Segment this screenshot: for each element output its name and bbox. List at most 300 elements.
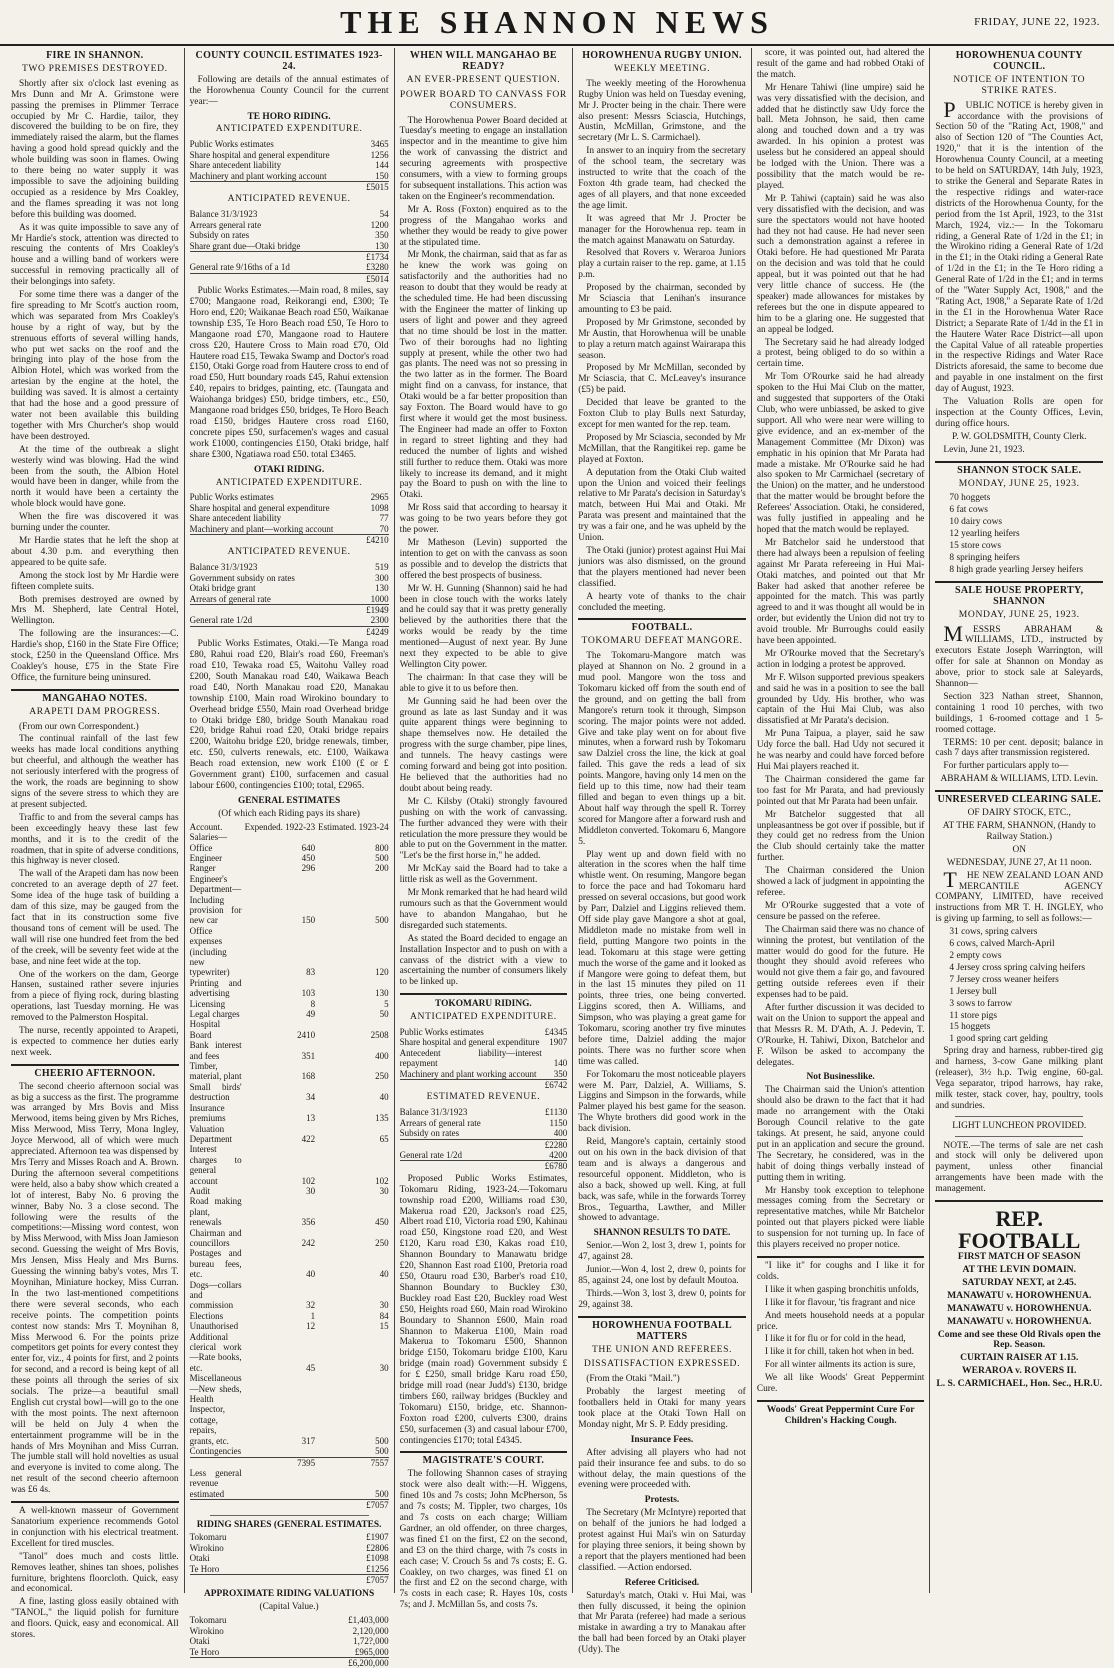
house-sale-particulars: For further particulars apply to— (943, 761, 1069, 772)
table-row (190, 863, 389, 873)
table-cell: Share hospital and general expenditure (399, 1037, 540, 1048)
football-matters-continued (757, 48, 925, 1068)
table-cell: 296 (301, 863, 316, 874)
table-cell: 65 (379, 1133, 389, 1144)
paragraph: Mr O'Rourke moved that the Secretary's action in lodging a protest be approved. (756, 648, 925, 670)
table-cell: 2300 (370, 615, 389, 626)
clearing-sale-list (935, 927, 1103, 1045)
table-row (190, 978, 389, 999)
tehoro-works-text: Public Works Estimates.—Main road, 8 miles, say £700; Mangaone road, Reikorangi end, £300; Te Horo end, £20; Waikanae Beach road £50, Waikanae township £35, Te Horo Beach road £50, Te Horo to Mangaone road £70, Mangaone road to Hautere cross £20, Hautere Cross to Main road £70, Old Hautere road £15, Tewaka Swamp and Doctor's road £150, Otaki Gorge road from Hautere cross to end of road £50, Hutt boundary roads £45, Rahui extension £40, repairs to bridges, painting, etc. (Taungata and Waiohanga bridges) £50, bridge timbers, etc., £50, Mangaone road bridges £50, bridges, Te Horo Beach road £150, bridges Hautere cross road £160, concrete pipes £50, surfacemen's wages and casual work £1000, contingencies £150, Otaki bridge, half share £300, Ngatiawa road £50. total £3465. (189, 286, 389, 460)
table-cell: 250 (375, 1237, 389, 1248)
table-cell: £6742 (542, 1080, 568, 1091)
paragraph: MANAWATU v. HOROWHENUA. (947, 1302, 1092, 1314)
divider (935, 1200, 1103, 1202)
table-cell: 84 (379, 1310, 389, 1321)
table-cell: 32 (306, 1300, 316, 1311)
table-cell (400, 1080, 542, 1091)
table-cell: 300 (375, 572, 389, 583)
divider (757, 1256, 925, 1258)
otaki-works-text: Public Works Estimates, Otaki.—Te Manga road £80, Rahui road £20, Blair's road £60, Freeman's road £10, Tewaka road £5, Waitohu Valley road £200, South Manakau road £40, Waikawa Beach road £40, North Manakau road £20, Manakau township £100, Main road Wirokino boundary to Overhead bridge £550, Main road Overhead bridge to Otaki bridge £80, bridge South Manakau road £20, bridge Rahui road £20, Otaki bridge repairs £200, Waitohu bridge £20, bridge renewals, timber, etc. £50, culverts renewals, etc. £100, Waikawa Beach road extension, new work £100 (£ or £ Government grant) £100, surfacemen and casual labour £600, contingencies £100; total, £2965. (189, 639, 389, 791)
shannon-results-heading: SHANNON RESULTS TO DATE. (593, 1228, 731, 1239)
table-cell: Timber, material, plant (189, 1061, 242, 1082)
not-businesslike-heading: Not Businesslike. (806, 1072, 875, 1083)
table-row (400, 1037, 568, 1047)
paragraph: AT THE LEVIN DOMAIN. (962, 1264, 1076, 1275)
paragraph: 6 fat cows (949, 505, 988, 516)
paragraph: Mr F. Wilson supported previous speakers and said he was in a position to see the ball grounded by Udy. His brother, who was captain of the Hui Mai Club, was also dissatisfied at Mr Parata's decision. (756, 672, 925, 727)
paragraph: Mr Hardie states that he left the shop at about 4.30 p.m. and everything then appeared to be quite safe. (11, 535, 179, 568)
table-cell: Arrears of general rate (189, 593, 271, 604)
table-row (190, 1196, 389, 1227)
table-cell (190, 535, 359, 546)
tehoro-rev-heading: ANTICIPATED REVENUE. (227, 193, 351, 205)
paragraph: 6 cows, calved March-April (949, 939, 1055, 950)
table-cell: General rate 1/2d (399, 1150, 463, 1160)
divider (400, 993, 568, 995)
table-cell: Wirokino (189, 1542, 224, 1553)
table-cell: Postages and bureau fees, etc. (189, 1248, 242, 1280)
table-row (190, 1019, 389, 1040)
table-cell: 1 (310, 1310, 316, 1321)
table-cell: 130 (375, 988, 389, 999)
table-row (190, 1124, 389, 1145)
table-cell: Tokomaru (189, 1532, 227, 1543)
paragraph: I like it when gasping bronchitis unfolds, (764, 1284, 919, 1295)
table-cell: Otaki (189, 1636, 210, 1647)
table-cell: 15 (379, 1321, 389, 1332)
table-cell: Additional clerical work—Rate books, etc. (189, 1331, 242, 1373)
estimates-headline: COUNTY COUNCIL ESTIMATES 1923-24. (195, 50, 383, 72)
paragraph: The Chairman considered the Union showed a lack of judgment in appointing the referee. (756, 866, 925, 898)
table-row (190, 626, 389, 637)
table-cell: 2,120,000 (352, 1625, 389, 1636)
table-row (190, 273, 389, 284)
paragraph: The nurse, recently appointed to Arapeti, is expected to commence her duties early next week. (11, 1026, 179, 1058)
paragraph: 15 store cows (949, 541, 1001, 552)
table-cell: £1098 (366, 1553, 389, 1564)
table-cell: £7057 (315, 1500, 389, 1511)
paragraph: MANAWATU v. HOROWHENUA. (947, 1289, 1092, 1301)
table-cell: £1256 (366, 1563, 389, 1574)
football-subhead: TOKOMARU DEFEAT MANGORE. (581, 635, 743, 647)
table-cell: 30 (379, 1362, 389, 1373)
paragraph: Shortly after six o'clock last evening as Mrs Dunn and Mr A. Grimstone were passing the premises in Plimmer Terrace occupied by Mr C. Hardie, tailor, they discovered the building to be on fire, they immediately raised the alarm, but the flames having a good hold spread quickly and the whole building was soon in flames. Owing to there being no water supply it was impossible to save the adjoining building occupied as a residence by Mrs Coakley, and the flames spreading it was not long before this building was doomed. (11, 78, 179, 220)
table-row (400, 1048, 568, 1069)
paragraph: It was agreed that Mr J. Procter be manager for the Horowhenua rep. team in the match against Manawatu on Saturday. (578, 213, 746, 246)
table-cell: Balance 31/3/1923 (189, 209, 258, 220)
paragraph: Mr P. Tahiwi (captain) said he was also very dissatisfied with the decision, and was sure the spectators would not have hooted had they not had cause. He had never seen such a demonstration against a referee in Otaki before. He had questioned Mr Parata on the decision and was told that he could appeal, but it was pointed out that he had very little chance of success. He (the speaker) made allowances for mistakes by referees but the one in dispute appeared to him to be a glaring one. He suggested that an appeal be lodged. (756, 193, 925, 335)
table-row (190, 251, 389, 262)
table-cell: Hospital Board (189, 1019, 221, 1040)
mangahao-notes-headline: MANGAHAO NOTES. (42, 692, 148, 704)
divider (935, 790, 1103, 792)
paragraph: CURTAIN RAISER AT 1.15. (960, 1352, 1079, 1364)
table-cell: Share hospital and general expenditure (189, 149, 330, 160)
table-cell: 168 (301, 1071, 316, 1082)
table-row (400, 1161, 568, 1172)
table-cell: £1130 (545, 1107, 568, 1118)
table-row (190, 1553, 389, 1563)
masthead (0, 0, 1114, 46)
table-cell: 1098 (370, 502, 389, 513)
table-cell: 30 (379, 1300, 389, 1311)
table-cell: £3280 (366, 262, 389, 273)
peppermint-ad: Woods' Great Peppermint Cure For Children's Hacking Cough. (766, 1403, 915, 1426)
table-row (400, 1107, 568, 1117)
shannon-results (578, 1241, 746, 1310)
table-cell: 2965 (370, 492, 389, 503)
paragraph: A well-known masseur of Government Sanatorium experience recommends Gotol in conjunction with his electrical treatment. Excellent for tired muscles. (11, 1506, 179, 1549)
table-cell: £965,000 (354, 1646, 389, 1657)
table-cell: Contingencies (189, 1446, 242, 1457)
table-cell (190, 1457, 242, 1468)
paragraph: 15 hoggets (949, 1022, 991, 1033)
table-row (190, 220, 389, 230)
table-cell: £6,200,000 (281, 1657, 389, 1668)
paragraph: 1 good spring cart gelding (949, 1034, 1048, 1045)
table-cell: £5015 (358, 181, 389, 192)
table-cell (242, 1446, 315, 1457)
paragraph: Proposed by the chairman, seconded by Mr Sciascia that Lenihan's insurance amounting to £3 be paid. (578, 283, 746, 315)
table-cell (190, 1657, 281, 1668)
table-cell: Balance 31/3/1923 (189, 562, 258, 573)
table-row (190, 1082, 389, 1103)
paragraph: The Chairman said the Union's attention should also be drawn to the fact that it had made no arrangement with the Otaki Borough Council relative to the gate takings. At present, he said, anyone could put in an application and secure the ground. The Secretary, he considered, was in the habit of doing things verbally instead of putting them in writing. (756, 1085, 925, 1183)
valuations-table (190, 1615, 389, 1668)
column-1 (6, 48, 185, 1641)
table-cell: Arrears general rate (189, 219, 262, 230)
issue-date: FRIDAY, JUNE 22, 1923. (974, 16, 1100, 28)
paragraph: score, it was pointed out, had altered the result of the game and had robbed Otaki of the match. (756, 48, 925, 80)
paragraph: WERAROA v. ROVERS II. (962, 1365, 1077, 1377)
divider (400, 1451, 568, 1453)
table-row (190, 230, 389, 240)
table-cell: 130 (375, 240, 389, 251)
table-row (400, 1150, 568, 1161)
table-row (190, 524, 389, 535)
table-cell: Machinery and plant working account (189, 170, 327, 181)
notice-date: Levin, June 21, 1923. (943, 444, 1025, 455)
table-cell: 500 (375, 852, 389, 863)
table-cell: 5 (384, 998, 389, 1009)
table-cell (400, 1161, 528, 1172)
table-row (190, 160, 389, 170)
paragraph: Reid, Mangore's captain, certainly stood out on his own in the back division of that team and is always a dangerous and resourceful opponent. Middleton, who is also a back, showed up well. King, at full back, was safe, while in the forwards Torrey Bros., Teguartha, Lawther, and Miller showed to advantage. (578, 1137, 746, 1224)
paragraph: Mr Henare Tahiwi (line umpire) said he was very dissatisfied with the decision, and added that he distinctly saw Udy force the ball. Meta Johnson, he said, then came along and touched down and a try was awarded. In his opinion a protest was useless but he considered an appeal should be lodged with the Union. There was a possibility that the match would be re-played. (756, 82, 925, 191)
table-row (400, 1139, 568, 1150)
table-row (190, 853, 389, 863)
table-row (190, 1332, 389, 1374)
table-cell (190, 273, 352, 284)
column-6 (930, 48, 1108, 1593)
table-cell: 49 (306, 1009, 316, 1020)
paragraph: Mr Puna Taipua, a player, said he saw Udy force the ball. Had Udy not secured it he was nearby and could have forced before Hui Mai players reached it. (756, 729, 925, 772)
table-cell: Chairman and councillors (189, 1227, 242, 1248)
paragraph: Mr Hansby took exception to telephone messages coming from the Secretary or representative matches, while Mr Batchelor pointed out that players picked were liable to suspension for not turning up. In face of this players received no proper notice. (756, 1185, 925, 1251)
insurance-fees-text: After advising all players who had not paid their insurance fee and subs. to do so without delay, the main questions of the evening were proceeded with. (578, 1447, 746, 1491)
insurance-fees-heading: Insurance Fees. (630, 1434, 694, 1445)
county-council-subhead: NOTICE OF INTENTION TO STRIKE RATES. (953, 73, 1086, 96)
table-row (190, 1446, 389, 1457)
paragraph: Decided that leave be granted to the Foxton Club to play Bulls next Saturday, except for men wanted for the rep. team. (578, 398, 746, 430)
table-cell: 70 (379, 523, 389, 534)
table-cell: £6780 (527, 1161, 567, 1172)
table-cell: 422 (301, 1133, 316, 1144)
valuations-sub: (Capital Value.) (259, 1602, 319, 1613)
table-cell: 351 (301, 1050, 316, 1061)
football-headline: FOOTBALL. (631, 622, 693, 634)
divider (11, 1064, 179, 1066)
fire-article (11, 79, 179, 684)
table-cell: Engineer's Department—Including provision for new car (189, 873, 242, 926)
table-cell: Wirokino (189, 1625, 224, 1636)
table-cell: £1734 (351, 251, 388, 262)
paragraph: 70 hoggets (949, 493, 991, 504)
divider (955, 1116, 1083, 1117)
paragraph: The second cheerio afternoon social was as big a success as the first. The programme was arranged by Mrs Bovis and Miss Merwood, items being given by Mrs Riches, Miss Merwood, Miss Terry, Mona Ingley, Joyce Merwood, all of which were much appreciated. Afternoon tea was dispensed by Mrs Terry and Misses Roach and A. Brown. During the afternoon several competitions were held, also a baby show which created a lot of interest, Baby No. 6 proving the winner, Baby No. 3 a close second. The following were the results of the competitions:—Missing word contest, won by Miss Merwood, with Miss Joan Jamieson second. Guessing the weight of Mrs Bovis, Mrs Jensen, Miss Healy and Mrs Burns. Guessing the winning baby's votes, Mrs T. Moynihan, Miniature hockey, Miss Curran. In the two last-mentioned competitions there were several seconds, who each receive points. The competition points contest now stands: Mrs T. Moynihan 8, Miss Merwood 6. For the points prize competitors get points for every contest they enter for, viz., 4 points for first, and 2 points for second, and a record is being kept of all these points all through the series of six socials. The prize—a beautiful small English cut crystal bowl—will go to the one with the most points. The next afternoon will be held on July 4 when the entertainment programme will be in the hands of Mrs Moynihan and Miss Curran. The jumble stall will hold novelties as usual and everyone is invited to come along. The net result of the second cheerio afternoon was £6 4s. (11, 1081, 179, 1496)
table-row (190, 1626, 389, 1636)
table-row (190, 583, 389, 593)
table-cell: 1256 (370, 149, 389, 160)
referee-criticised-text: Saturday's match, Otaki v. Hui Mai, was then fully discussed, it being the opinion that Mr Parata (referee) had made a serious mistake in awarding a try to Manakau after the ball had been forced by an Otaki player (Udy). The (578, 1590, 746, 1656)
divider (955, 1136, 1083, 1137)
table-header-row (190, 822, 389, 832)
tehoro-revenue-table (190, 209, 389, 284)
paragraph: For some time there was a danger of the fire spreading to Mr Scott's auction room, which was separated from Mrs Coakley's house by a right of way, but by the strenuous efforts of several willing hands, who put wet sacks on the roof and the bringing into play of the hose from the Albion Hotel, which was worked from the artesian by the engine at the hotel, the building was saved. It is almost a certainty that had the hose and a good pressure of water not been available this building together with Mrs Churcher's shop would have been destroyed. (11, 290, 179, 442)
table-cell: Te Horo (189, 1563, 220, 1574)
football-matters-subhead-2: DISSATISFACTION EXPRESSED. (583, 1358, 741, 1370)
table-cell: Government subsidy on rates (189, 572, 295, 583)
paragraph: I like it for flu or for cold in the head, (764, 1334, 906, 1345)
table-row (190, 1532, 389, 1542)
paragraph: Proposed by Mr McMillan, seconded by Mr Sciascia, that C. McLeavey's insurance (£5) be paid. (578, 363, 746, 396)
valuation-rolls-text: The Valuation Rolls are open for inspection at the County Offices, Levin, during office hours. (935, 397, 1104, 429)
paragraph: At the time of the outbreak a slight westerly wind was blowing. Had the wind been from the south, the Albion Hotel would have been in danger, while from the north it would have been a certainty the whole block would have gone. (11, 444, 179, 510)
table-row (400, 1069, 568, 1080)
table-row (400, 1027, 568, 1037)
table-cell: 34 (306, 1092, 316, 1103)
table-row (190, 594, 389, 605)
table-cell: 40 (379, 1269, 389, 1280)
table-row (190, 1061, 389, 1082)
cheerio-article (11, 1082, 179, 1496)
table-cell: Public Works estimates (399, 1027, 484, 1038)
table-cell: 500 (375, 1435, 389, 1446)
table-row (190, 209, 389, 219)
clearing-sale-more: Spring dray and harness, rubber-tired gig and harness, 3-cow Gane milking plant (releaser), 3½ h.p. Twig engine, 60-gal. Vega separator, tripod harrows, hay rake, milk tester, stack cover, hay, poultry, tools and sundries. (935, 1046, 1104, 1111)
table-cell: 40 (379, 1092, 389, 1103)
table-cell: 130 (375, 583, 389, 594)
table-row (190, 241, 389, 252)
stock-sale-headline: SHANNON STOCK SALE. (957, 464, 1082, 476)
table-cell: Te Horo (189, 1646, 220, 1657)
table-cell: Bank interest and fees (189, 1040, 242, 1061)
paragraph: Mr McKay said the Board had to take a little risk as well as the Government. (399, 864, 568, 886)
table-row (400, 1118, 568, 1128)
otaki-exp-heading: ANTICIPATED EXPENDITURE. (215, 476, 363, 488)
table-row (190, 1103, 389, 1124)
table-cell: General rate 9/16ths of a 1d (189, 262, 290, 273)
table-cell: 350 (553, 1068, 568, 1079)
table-cell: 7557 (315, 1457, 389, 1468)
paragraph: 31 cows, spring calvers (949, 927, 1038, 938)
table-cell (242, 832, 315, 842)
paragraph: One of the workers on the dam, George Hansen, sustained rather severe injuries from a piece of flying rock, during blasting operations, last Tuesday morning. He was removed to the Palmerston Hospital. (11, 969, 179, 1024)
table-cell: 135 (375, 1113, 389, 1124)
table-cell: 103 (301, 988, 316, 999)
paragraph: We all like Woods' Great Peppermint Cure. (756, 1373, 925, 1395)
paragraph: Mr Monk, the chairman, said that as far as he knew the work was going on satisfactorily and the authorities had no reason to doubt that they would be ready at the scheduled time. He had been discussing with the Engineer the matter of linking up users of light and power and they agreed that no time should be lost in the matter. Two of their boroughs had no lighting supply at present, while the other two had gas plants. The need was not so pressing in the two latter as in the former. The Board might find on a canvass, for instance, that Otaki would be a far better proposition than say Foxton. The Board would have to go first where it would get the most business. The Engineer had made an offer to Foxton in regard to street lighting and they had reduced the number of lights and wished still further to reduce them. Otaki was more likely to increase its demand, and it might pay the Board to push on with the line to Otaki. (399, 250, 568, 501)
paragraph: "I like it" for coughs and I like it for colds. (756, 1260, 925, 1282)
table-cell: 400 (553, 1128, 568, 1139)
paragraph: Mr A. Ross (Foxton) enquired as to the progress of the Mangahao works and whether they would be ready to give power at the stipulated time. (399, 204, 568, 248)
table-cell: Salaries— (189, 832, 228, 843)
table-header-cell: Account. (189, 821, 223, 832)
table-cell (190, 1575, 308, 1586)
magistrates-court-headline: MAGISTRATE'S COURT. (422, 1455, 545, 1467)
tehoro-exp-heading: ANTICIPATED EXPENDITURE. (215, 123, 363, 135)
paragraph: Mr Monk remarked that he had heard wild rumours such as that the Government would have to abandon Mangahao, but he disregarded such statements. (399, 888, 568, 931)
stock-sale-date: MONDAY, JUNE 25, 1923. (958, 477, 1080, 489)
mangahao-ready-subhead: AN EVER-PRESENT QUESTION. (406, 73, 561, 85)
paragraph: For Tokomaru the most noticeable players were M. Parr, Dalziel, A. Williams, S. Liggins and Simpson in the forwards, while Palmer played his best game for the season. The Whyte brothers did good work in the back division. (578, 1069, 746, 1135)
table-cell: Share antecedent liability (189, 513, 282, 524)
fire-headline: FIRE IN SHANNON. (46, 50, 144, 61)
table-cell (190, 626, 350, 637)
paragraph: The Otaki (junior) protest against Hui Mai juniors was also dismissed, on the ground that the players mentioned had never been classified. (578, 545, 746, 589)
paragraph: "Tanol" does much and costs little. Removes leather, shines tan shoes, polishes furniture, brightens floorcloth. Quick, easy and economical. (11, 1551, 179, 1595)
table-row (190, 492, 389, 502)
paragraph: Proposed by Mr Grimstone, seconded by Mr Austin, that Horowhenua will be unable to play a return match against Wairarapa this season. (578, 317, 746, 361)
column-2 (185, 48, 395, 1668)
tokomaru-works-text: Proposed Public Works Estimates, Tokomaru Riding, 1923-24.—Tokomaru township road £200, Williams road £30, Makerua road £20, Jackson's road £25, Albert road £10, Victoria road £90, Kahinau road £50, Kingstone road £20, and West £120, Karu road £30, Kakas road £10, Shannon Boundary to Manawatu bridge £20, Shannon East road £100, Pretoria road £50, Otauru road £30, Barber's road £10, Shannon Boundary to Buckley £30, Buckley road East £20, Buckley road West £50, Heights road £60, Main road Wirokino Boundary to Shannon £600, Main road Shannon to Makerua £100, Main road Makerua to Tokomaru £500, Shannon bridge £150, Tokomaru bridge £100, Karu bridge (main road) Government subsidy £ for £ £250, small bridge Karu road £50, bridge mill road (near Judd's) £130, bridge timbers £60, railway bridges (Buckley and Tokomaru) £150, bridge, etc. Shannon-Foxton road £200, culverts £300, drains £50, surfacemen (3) and casual labour £700, contingencies £170; total £4345. (399, 1173, 568, 1446)
table-cell: Valuation Department (189, 1123, 233, 1144)
paragraph: And meets household needs at a popular price. (756, 1310, 925, 1332)
table-cell: Dogs—collars and commission (189, 1279, 242, 1311)
table-row (190, 150, 389, 160)
table-cell: 8 (310, 998, 316, 1009)
general-estimates-table (190, 822, 389, 1511)
clearing-sale-on: ON (1012, 844, 1026, 855)
table-row (190, 139, 389, 149)
divider (11, 689, 179, 691)
mangahao-notes-article (11, 722, 179, 1059)
paragraph: In answer to an inquiry from the secretary of the school team, the secretary was instructed to write that the coach of the Foxton 4th grade team, had checked the ages of all players, and that none exceeded the age limit. (578, 146, 746, 211)
table-cell: Arrears of general rate (399, 1117, 481, 1128)
paragraph: 11 store pigs (949, 1010, 997, 1021)
table-cell: 2410 (297, 1029, 316, 1040)
table-cell: 77 (379, 513, 389, 524)
table-cell: Tokomaru (189, 1615, 227, 1626)
page-columns (6, 48, 1108, 1668)
table-row (190, 926, 389, 978)
table-cell: Elections (189, 1310, 224, 1321)
paragraph: The wall of the Arapeti dam has now been concreted to an average depth of 27 feet. Some idea of the huge task of building a dam of this size, may be gauged from the fact that in its construction some five thousand tons of cement will be used. The wall will rise one hundred feet from the bed of the creek, will be seventy feet wide at the base, and nine feet wide at the top. (11, 869, 179, 967)
table-cell: Ranger (189, 863, 216, 874)
otaki-expenditure-table (190, 492, 389, 545)
protests-text: The Secretary (Mr McIntyre) reported that on behalf of the juniors he had lodged a protest against Hui Mai's win on Saturday for playing three seniors, it being shown by a report that the players mentioned had been classified. —Action endorsed. (578, 1508, 746, 1573)
rugby-union-headline: HOROWHENUA RUGBY UNION. (582, 50, 742, 61)
divider (935, 581, 1103, 583)
table-cell: 1150 (549, 1117, 568, 1128)
table-cell: 1200 (370, 219, 389, 230)
paragraph: Mr W. H. Gunning (Shannon) said he had been in close touch with the works lately and he could say that it was pretty generally believed by the authorities there that the works would be ready by the time mentioned—August of next year. By June next they expected to be able to give Wellington City power. (399, 583, 568, 670)
paragraph: Play went up and down field with no alteration in the scores when the half time whistle went. On resuming, Mangore began to force the pace and had Tokomaru hard pressed on several occasions, but good work by Parr, Dalziel and Liggins relieved them. Off side play gave Mangore a shot at goal, Middleton made no mistake from well in field, putting Mangore two points in the lead. Tokomaru at this stage were getting much the worse of the game and it looked as if Mangore were going to defeat them, but in the last 15 minutes they piled on 11 points, three tries, one being converted. Liggins scored, then A. Williams, and Simpson, who was playing a great game for Tokomaru, scoring another try five minutes before time, Dalziel adding the major points. There was no further score when time was called. (578, 849, 746, 1067)
clearing-sale-date: WEDNESDAY, JUNE 27, At 11 noon. (946, 857, 1092, 868)
table-cell: 500 (375, 1488, 389, 1499)
table-cell: 450 (301, 852, 316, 863)
table-cell: 500 (375, 1446, 389, 1457)
riding-shares-table (190, 1532, 389, 1585)
table-cell: Share antecedent liability (189, 160, 282, 171)
table-row (190, 1543, 389, 1553)
table-row (190, 1468, 389, 1500)
house-sale-terms: TERMS: 10 per cent. deposit; balance in cash 7 days after transmission registered. (935, 737, 1104, 759)
mangahao-notes-subhead: ARAPETI DAM PROGRESS. (29, 705, 161, 717)
table-cell: 120 (375, 967, 389, 978)
table-row (190, 1575, 389, 1586)
table-cell: 140 (553, 1058, 568, 1069)
table-cell: 350 (375, 230, 389, 241)
table-row (190, 1500, 389, 1511)
table-cell: 1907 (549, 1037, 568, 1048)
table-cell: £1,403,000 (348, 1615, 389, 1626)
stock-sale-list (935, 493, 1103, 575)
table-cell (190, 605, 350, 616)
table-row (190, 999, 389, 1009)
table-cell: Unauthorised (189, 1321, 239, 1332)
table-cell: 356 (301, 1217, 316, 1228)
paragraph: After further discussion it was decided to wait on the Union to support the appeal and that Messrs R. M. D'Ath, A. J. Pedevin, T. O'Rourke, H. Tahiwi, Dixon, Batchelor and F. Wilson be asked to accompany the delegates. (756, 1003, 925, 1068)
table-cell (242, 1500, 315, 1511)
divider (210, 1515, 369, 1516)
paragraph: Both premises destroyed are owned by Mrs M. Shepherd, late Central Hotel, Wellington. (11, 594, 179, 627)
table-cell: Miscellaneous—New sheds, Health Inspector, cottage, repairs, grants, etc. (189, 1373, 242, 1446)
paragraph: 2 empty cows (949, 950, 1002, 961)
football-matters-article (578, 1374, 746, 1431)
table-cell (400, 1139, 528, 1150)
table-row (190, 1280, 389, 1311)
otaki-rev-heading: ANTICIPATED REVENUE. (227, 546, 351, 558)
power-board-article (400, 116, 568, 989)
tokomaru-riding-heading: TOKOMARU RIDING. (435, 999, 532, 1010)
table-cell (190, 251, 352, 262)
table-cell: Small birds' destruction (189, 1081, 242, 1103)
table-cell: Audit (189, 1185, 211, 1196)
paragraph: Mr O'Rourke suggested that a vote of censure be passed on the referee. (756, 900, 925, 922)
divider (11, 1501, 179, 1503)
table-cell: Balance 31/3/1923 (399, 1107, 468, 1118)
clearing-sale-headline: UNRESERVED CLEARING SALE. (937, 794, 1102, 806)
table-cell: Insurance premiums (189, 1102, 226, 1124)
paragraph: Probably the largest meeting of footballers held in Otaki for many years took place at the Otaki Town Hall on Monday night, Mr S. P. Eddy presiding. (578, 1387, 746, 1430)
table-row (190, 562, 389, 572)
tokomaru-rev-heading: ESTIMATED REVENUE. (426, 1091, 541, 1103)
table-row (190, 615, 389, 626)
paragraph: The Horowhenua Power Board decided at Tuesday's meeting to engage an installation inspector and in the meantime to give him the work of canvassing the district and securing agreements with prospective consumers, with a view to forming groups for subsequent installations. This action was taken on the Engineer's recommendation. (399, 115, 568, 202)
paragraph: A fine, lasting gloss easily obtained with "TANOL," the liquid polish for furniture and floors. Quick, easy and economical. All stores. (11, 1597, 179, 1641)
tokomaru-revenue-table (400, 1107, 568, 1171)
table-row (190, 513, 389, 523)
table-row (190, 1009, 389, 1019)
divider (935, 461, 1103, 463)
table-cell: £4249 (350, 626, 389, 637)
luncheon-notice: LIGHT LUNCHEON PROVIDED. (952, 1120, 1087, 1131)
table-row (190, 1657, 389, 1668)
table-cell: 150 (375, 170, 389, 181)
valuations-heading: APPROXIMATE RIDING VALUATIONS (204, 1589, 375, 1600)
table-cell: Office expenses (including new typewriter) (189, 925, 230, 978)
